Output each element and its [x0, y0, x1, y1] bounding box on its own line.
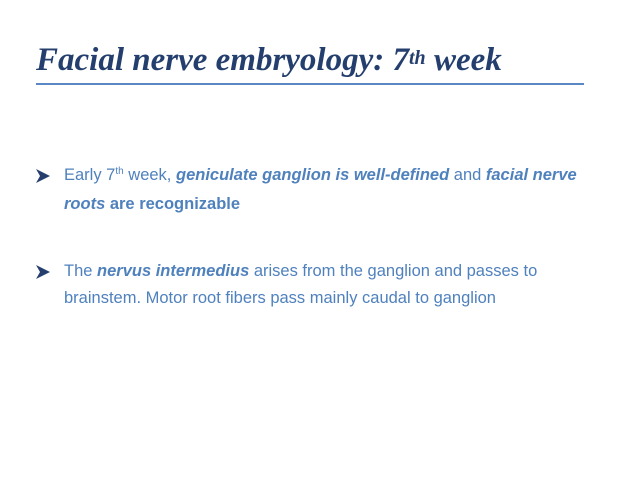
arrowhead-bullet-icon [35, 168, 51, 184]
bullet-item-2 [35, 258, 605, 312]
bullet-1-text-d: are recognizable [105, 195, 241, 213]
bullet-2-text-b: arises from the ganglion and passes to brainstem. Motor root fibers pass mainly caudal to ganglion [64, 262, 538, 307]
title-superscript: th [409, 47, 426, 69]
bullet-1-text-a: Early 7 [64, 166, 116, 184]
bullet-1-text-c: and [449, 166, 486, 184]
title-underline [36, 83, 584, 85]
bullet-1-emphasis-geniculate: geniculate ganglion is well-defined [175, 166, 450, 184]
title-main: Facial nerve embryology: 7 [36, 42, 409, 78]
title-tail: week [425, 42, 502, 78]
bullet-2-text-a: The [64, 262, 98, 280]
bullet-item-1 [35, 162, 605, 218]
arrowhead-bullet-icon [35, 264, 51, 280]
bullet-2-emphasis-intermedius: nervus intermedius [97, 262, 250, 280]
bullet-1-emphasis-roots: facial nerve roots [64, 166, 577, 213]
bullet-list [35, 162, 605, 352]
slide-title [36, 36, 502, 88]
bullet-1-superscript: th [115, 166, 124, 177]
bullet-1-text-b: week, [123, 166, 176, 184]
